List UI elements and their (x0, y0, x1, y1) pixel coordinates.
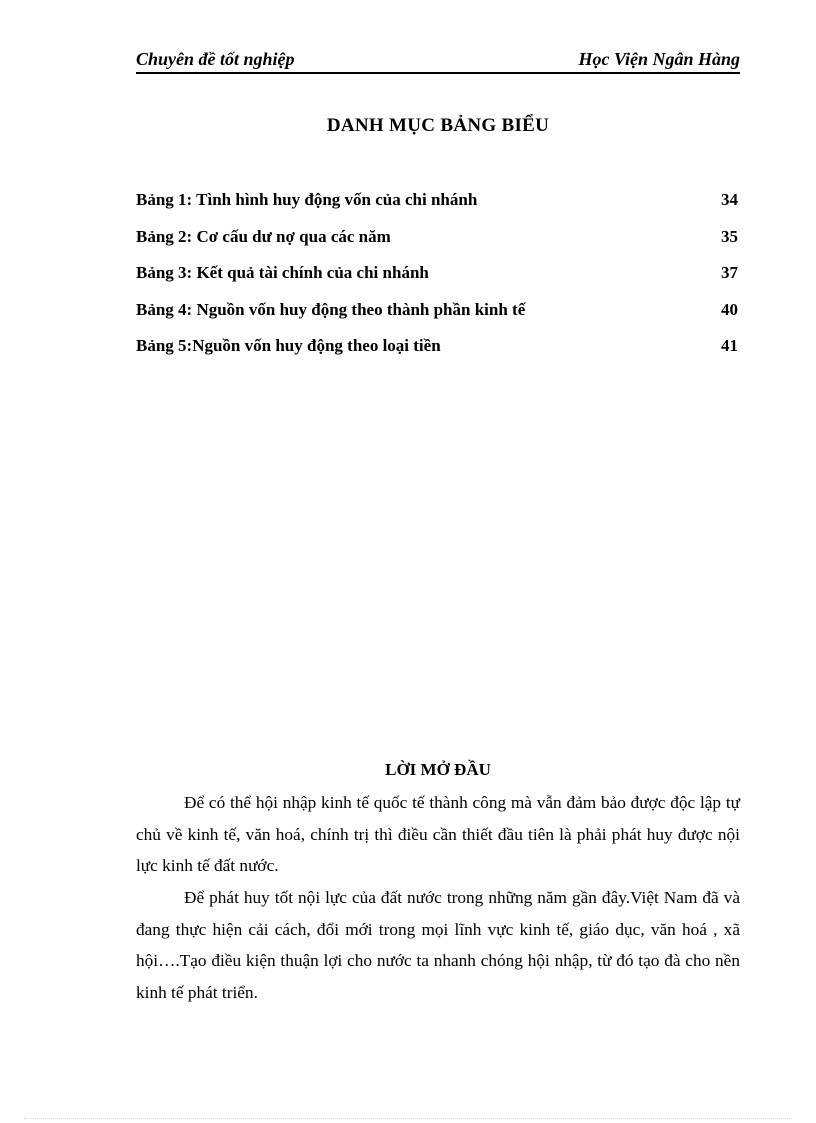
header-right-text: Học Viện Ngân Hàng (578, 49, 740, 69)
toc-item-label: Bảng 4: Nguồn vốn huy động theo thành phần kinh tế (136, 299, 526, 319)
toc-item-label: Bảng 2: Cơ cấu dư nợ qua các năm (136, 226, 391, 246)
intro-title: LỜI MỞ ĐẦU (385, 760, 491, 779)
toc-item (136, 300, 740, 337)
toc-item (136, 336, 740, 373)
page-header (136, 46, 740, 74)
header-left-text: Chuyên đề tốt nghiệp (136, 49, 295, 69)
toc-item-page: 34 (721, 190, 738, 209)
toc-title: DANH MỤC BẢNG BIỂU (326, 115, 550, 136)
intro-paragraph: Để phát huy tốt nội lực của đất nước trong những năm gần đây.Việt Nam đã và đang thực hiện cải cách, đổi mới trong mọi lĩnh vực kinh tế, giáo dục, văn hoá , xã hội….Tạo điều kiện thuận lợi cho nước ta nhanh chóng hội nhập, từ đó tạo đà cho nền kinh tế phát triển. (136, 888, 740, 1002)
intro-paragraph: Để có thể hội nhập kinh tế quốc tế thành công mà vẫn đảm bảo được độc lập tự chủ về kinh tế, văn hoá, chính trị thì điều cần thiết đầu tiên là phải phát huy được nội lực kinh tế đất nước. (136, 793, 740, 875)
toc-item-page: 41 (721, 336, 738, 355)
page-bottom-divider (24, 1118, 792, 1119)
toc-item-page: 35 (721, 226, 738, 246)
toc-item-page: 40 (721, 299, 738, 319)
toc-item (136, 190, 740, 227)
toc-item-label: Bảng 5:Nguồn vốn huy động theo loại tiền (136, 336, 441, 355)
toc-item (136, 227, 740, 264)
toc-item-label: Bảng 3: Kết quả tài chính của chi nhánh (136, 263, 429, 282)
toc-item-page: 37 (721, 263, 738, 282)
toc-item-label: Bảng 1: Tình hình huy động vốn của chi nhánh (136, 190, 478, 209)
toc-item (136, 263, 740, 300)
toc-list (136, 190, 740, 373)
